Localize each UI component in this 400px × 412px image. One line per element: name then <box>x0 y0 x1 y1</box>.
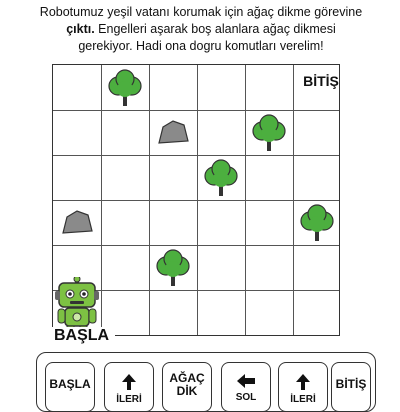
tree-icon <box>245 110 293 155</box>
finish-label: BİTİŞ <box>303 73 339 89</box>
command-label: AĞAÇ DİK <box>169 371 205 398</box>
command-button-1[interactable] <box>45 362 95 412</box>
command-button-2[interactable] <box>104 362 154 412</box>
command-label: İLERİ <box>116 394 142 405</box>
tree-icon <box>293 200 341 245</box>
arrow-up-icon <box>105 373 153 394</box>
game-board <box>52 64 340 336</box>
command-label: BİTİŞ <box>335 377 367 391</box>
instructions-text <box>16 4 386 55</box>
command-label: İLERİ <box>290 394 316 405</box>
instruction-line-3: gerekiyor. Hadi ona dogru komutları verelim! <box>78 39 324 53</box>
grid-line <box>53 155 339 156</box>
command-button-4[interactable] <box>221 362 271 412</box>
tree-icon <box>149 245 197 290</box>
command-button-3[interactable] <box>162 362 212 412</box>
rock-icon <box>53 200 101 245</box>
command-label: BAŞLA <box>49 377 91 391</box>
start-label: BAŞLA <box>48 327 115 345</box>
tree-icon <box>197 155 245 200</box>
rock-icon <box>149 110 197 155</box>
arrow-left-icon <box>222 373 270 392</box>
arrow-up-icon <box>279 373 327 394</box>
instruction-line-1: Robotumuz yeşil vatanı korumak için ağaç dikme görevine <box>39 5 363 19</box>
tree-icon <box>101 65 149 110</box>
instruction-line-2: Engelleri aşarak boş alanlara ağaç dikmesi <box>94 22 336 36</box>
command-label: SOL <box>235 392 257 403</box>
command-button-6[interactable] <box>331 362 371 412</box>
instruction-line-2-bold: çıktı. <box>66 22 95 36</box>
command-button-5[interactable] <box>278 362 328 412</box>
